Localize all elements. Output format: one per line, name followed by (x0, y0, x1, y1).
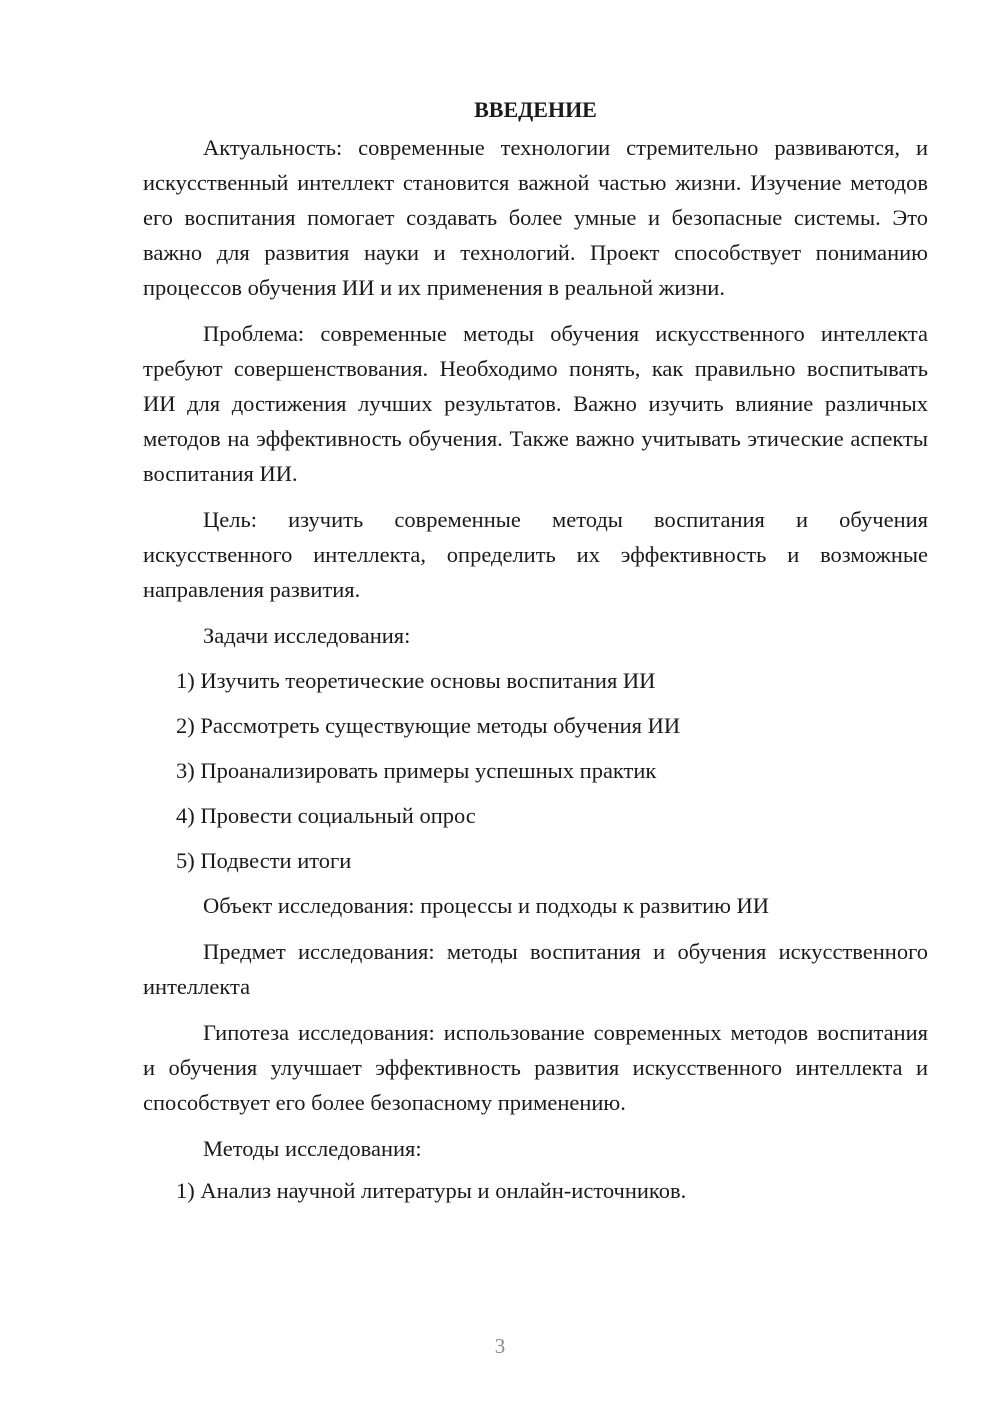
list-item: 1) Анализ научной литературы и онлайн-источников. (176, 1178, 687, 1203)
hypothesis-paragraph: Гипотеза исследования: использование современных методов воспитания и обучения улучшает эффективность развития искусственного интеллекта и способствует его более безопасному применению. (143, 1020, 928, 1115)
list-item: 2) Рассмотреть существующие методы обучения ИИ (176, 713, 681, 738)
goal-paragraph: Цель: изучить современные методы воспитания и обучения искусственного интеллекта, определить их эффективность и возможные направления развития. (143, 507, 928, 602)
tasks-heading: Задачи исследования: (203, 623, 411, 648)
methods-list (143, 1173, 928, 1208)
page-content (143, 95, 928, 1208)
page-number: 3 (494, 1334, 506, 1358)
methods-heading: Методы исследования: (203, 1136, 422, 1161)
list-item: 5) Подвести итоги (176, 848, 352, 873)
problem-paragraph: Проблема: современные методы обучения искусственного интеллекта требуют совершенствования. Необходимо понять, как правильно воспитывать ИИ для достижения лучших результатов. Важно изучить влияние различных методов на эффективность обучения. Также важно учитывать этические аспекты воспитания ИИ. (143, 321, 928, 486)
page-title: ВВЕДЕНИЕ (474, 97, 597, 122)
list-item: 1) Изучить теоретические основы воспитания ИИ (176, 668, 656, 693)
subject-paragraph: Предмет исследования: методы воспитания и обучения искусственного интеллекта (143, 939, 928, 999)
object-paragraph: Объект исследования: процессы и подходы к развитию ИИ (203, 893, 770, 918)
list-item: 3) Проанализировать примеры успешных практик (176, 758, 657, 783)
list-item: 4) Провести социальный опрос (176, 803, 476, 828)
relevance-paragraph: Актуальность: современные технологии стремительно развиваются, и искусственный интеллект становится важной частью жизни. Изучение методов его воспитания помогает создавать более умные и безопасные системы. Это важно для развития науки и технологий. Проект способствует пониманию процессов обучения ИИ и их применения в реальной жизни. (143, 135, 928, 300)
tasks-list (143, 663, 928, 878)
